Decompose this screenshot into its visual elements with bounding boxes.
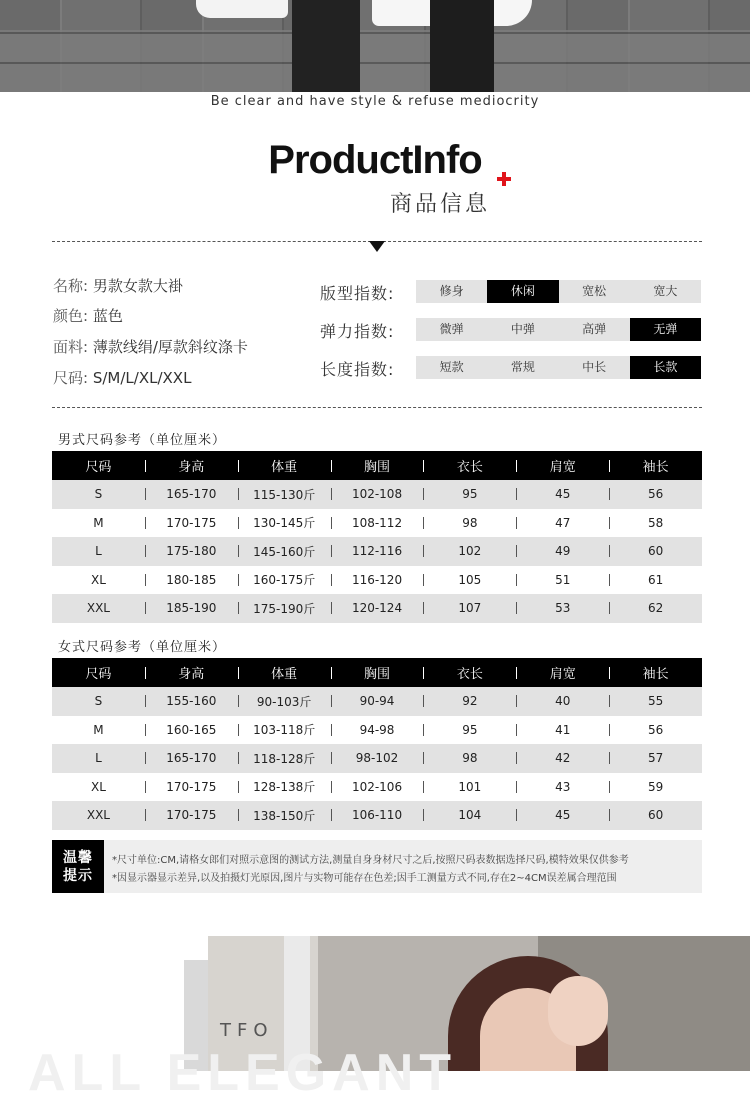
model-hand xyxy=(548,976,608,1046)
index-option: 中弹 xyxy=(510,322,535,336)
table-cell: 115-130斤 xyxy=(238,486,331,503)
notice-line: *尺寸单位:CM,请格女郎们对照示意图的测试方法,测量自身身材尺寸之后,按照尺码表数据选择尺码,模特效果仅供参考 xyxy=(112,855,629,866)
table-cell: 60 xyxy=(609,808,702,822)
info-name xyxy=(53,275,183,296)
table-cell: 105 xyxy=(423,573,516,587)
table-cell: 130-145斤 xyxy=(238,514,331,531)
table-cell: 101 xyxy=(423,780,516,794)
header-cell: 衣长 xyxy=(423,663,516,682)
index-option: 常规 xyxy=(510,360,535,374)
table-row xyxy=(52,801,702,830)
men-size-table xyxy=(52,451,702,623)
table-row xyxy=(52,687,702,716)
header-cell: 身高 xyxy=(145,663,238,682)
model-leg-left xyxy=(292,0,360,92)
table-cell: 165-170 xyxy=(145,487,238,501)
table-cell: 47 xyxy=(516,516,609,530)
table-cell: 107 xyxy=(423,601,516,615)
table-cell: 45 xyxy=(516,808,609,822)
header-cell: 胸围 xyxy=(331,663,424,682)
index-option: 短款 xyxy=(439,360,464,374)
table-header-row xyxy=(52,451,702,480)
table-cell: 185-190 xyxy=(145,601,238,615)
table-cell: L xyxy=(95,751,102,766)
slogan: Be clear and have style & refuse mediocrity xyxy=(210,94,540,109)
table-cell: 155-160 xyxy=(145,694,238,708)
length-index-bar xyxy=(416,356,701,379)
info-key: 面料: xyxy=(53,338,89,356)
triangle-down-icon xyxy=(369,241,385,252)
table-cell: XXL xyxy=(86,808,110,823)
table-row xyxy=(52,773,702,802)
women-table-caption: 女式尺码参考（单位厘米） xyxy=(58,640,227,655)
notice-box xyxy=(52,840,702,893)
header-cell: 肩宽 xyxy=(516,456,609,475)
table-cell: 61 xyxy=(609,573,702,587)
table-cell: 106-110 xyxy=(331,808,424,822)
notice-line: *因显示器显示差异,以及拍摄灯光原因,图片与实物可能存在色差;因手工测量方式不同,存在2~4CM误差属合理范围 xyxy=(112,873,617,884)
divider-mid xyxy=(52,407,702,408)
table-cell: 95 xyxy=(423,487,516,501)
header-cell: 胸围 xyxy=(331,456,424,475)
table-cell: 112-116 xyxy=(331,544,424,558)
table-cell: 49 xyxy=(516,544,609,558)
index-option: 宽大 xyxy=(653,284,678,298)
table-row xyxy=(52,744,702,773)
table-cell: 57 xyxy=(609,751,702,765)
info-size xyxy=(53,367,191,388)
table-cell: 60 xyxy=(609,544,702,558)
table-row xyxy=(52,509,702,538)
stretch-index-label: 弹力指数: xyxy=(320,322,395,341)
table-cell: 160-165 xyxy=(145,723,238,737)
table-row xyxy=(52,480,702,509)
table-cell: S xyxy=(94,487,103,502)
header-cell: 袖长 xyxy=(609,456,702,475)
table-cell: 59 xyxy=(609,780,702,794)
header-cell: 袖长 xyxy=(609,663,702,682)
header-cell: 尺码 xyxy=(85,460,112,475)
header-cell: 体重 xyxy=(238,456,331,475)
table-cell: 145-160斤 xyxy=(238,543,331,560)
table-cell: 116-120 xyxy=(331,573,424,587)
info-value: 男款女款大褂 xyxy=(92,277,183,295)
model-leg-right xyxy=(430,0,494,92)
table-cell: 58 xyxy=(609,516,702,530)
table-cell: 120-124 xyxy=(331,601,424,615)
table-cell: 90-103斤 xyxy=(238,693,331,710)
coat-hem-left xyxy=(196,0,288,18)
table-cell: 170-175 xyxy=(145,780,238,794)
table-cell: 175-180 xyxy=(145,544,238,558)
stretch-index-bar xyxy=(416,318,701,341)
table-row xyxy=(52,537,702,566)
table-cell: 42 xyxy=(516,751,609,765)
info-key: 颜色: xyxy=(53,307,89,325)
table-cell: M xyxy=(93,722,104,737)
notice-badge xyxy=(52,840,104,893)
table-cell: 92 xyxy=(423,694,516,708)
header-cell: 肩宽 xyxy=(516,663,609,682)
photo-sign-text: TFO xyxy=(220,1020,274,1041)
table-cell: 56 xyxy=(609,723,702,737)
table-cell: 43 xyxy=(516,780,609,794)
header-cell: 身高 xyxy=(145,456,238,475)
table-cell: 170-175 xyxy=(145,808,238,822)
table-cell: M xyxy=(93,515,104,530)
index-option-selected: 无弹 xyxy=(630,318,701,341)
index-option-selected: 休闲 xyxy=(487,280,558,303)
table-cell: 90-94 xyxy=(331,694,424,708)
fit-index-label: 版型指数: xyxy=(320,284,395,303)
table-cell: XL xyxy=(90,779,106,794)
info-value: 蓝色 xyxy=(92,307,123,325)
table-cell: 98 xyxy=(423,516,516,530)
men-table-caption: 男式尺码参考（单位厘米） xyxy=(58,433,227,448)
table-cell: 56 xyxy=(609,487,702,501)
elegant-overlay-text: ALL ELEGANT xyxy=(28,1044,458,1102)
table-row xyxy=(52,716,702,745)
index-option: 宽松 xyxy=(582,284,607,298)
length-index-label: 长度指数: xyxy=(320,360,395,379)
table-header-row xyxy=(52,658,702,687)
info-key: 名称: xyxy=(53,277,89,295)
table-cell: 45 xyxy=(516,487,609,501)
index-option: 修身 xyxy=(439,284,464,298)
table-row xyxy=(52,566,702,595)
table-cell: 175-190斤 xyxy=(238,600,331,617)
table-cell: 95 xyxy=(423,723,516,737)
info-value: S/M/L/XL/XXL xyxy=(92,369,192,387)
red-plus-icon xyxy=(497,172,511,186)
table-cell: 104 xyxy=(423,808,516,822)
header-cell: 尺码 xyxy=(85,667,112,682)
info-color xyxy=(53,305,123,326)
table-cell: 102-108 xyxy=(331,487,424,501)
table-cell: 118-128斤 xyxy=(238,750,331,767)
table-cell: 160-175斤 xyxy=(238,571,331,588)
header-cell: 体重 xyxy=(238,663,331,682)
table-cell: 55 xyxy=(609,694,702,708)
table-cell: 108-112 xyxy=(331,516,424,530)
table-cell: 98-102 xyxy=(331,751,424,765)
header-cell: 衣长 xyxy=(423,456,516,475)
table-cell: XL xyxy=(90,572,106,587)
product-info-subtitle: 商品信息 xyxy=(390,192,491,217)
table-cell: 53 xyxy=(516,601,609,615)
table-cell: S xyxy=(94,694,103,709)
table-cell: L xyxy=(95,544,102,559)
table-cell: 102 xyxy=(423,544,516,558)
table-cell: 98 xyxy=(423,751,516,765)
top-product-photo xyxy=(0,0,750,92)
table-cell: 138-150斤 xyxy=(238,807,331,824)
pavement xyxy=(0,30,750,92)
info-fabric xyxy=(53,336,248,357)
product-info-title: ProductInfo xyxy=(268,138,482,182)
notice-badge-line: 温馨 xyxy=(63,850,93,866)
index-option: 高弹 xyxy=(582,322,607,336)
table-row xyxy=(52,594,702,623)
index-option-selected: 长款 xyxy=(630,356,701,379)
table-cell: 94-98 xyxy=(331,723,424,737)
table-cell: 41 xyxy=(516,723,609,737)
table-cell: 128-138斤 xyxy=(238,778,331,795)
index-option: 微弹 xyxy=(439,322,464,336)
table-cell: 62 xyxy=(609,601,702,615)
table-cell: 40 xyxy=(516,694,609,708)
info-key: 尺码: xyxy=(53,369,89,387)
fit-index-bar xyxy=(416,280,701,303)
table-cell: 103-118斤 xyxy=(238,721,331,738)
index-option: 中长 xyxy=(582,360,607,374)
info-value: 薄款线绢/厚款斜纹涤卡 xyxy=(92,338,248,356)
table-cell: 165-170 xyxy=(145,751,238,765)
table-cell: 170-175 xyxy=(145,516,238,530)
table-cell: XXL xyxy=(86,601,110,616)
women-size-table xyxy=(52,658,702,830)
table-cell: 180-185 xyxy=(145,573,238,587)
table-cell: 51 xyxy=(516,573,609,587)
table-cell: 102-106 xyxy=(331,780,424,794)
notice-badge-line: 提示 xyxy=(63,868,93,884)
